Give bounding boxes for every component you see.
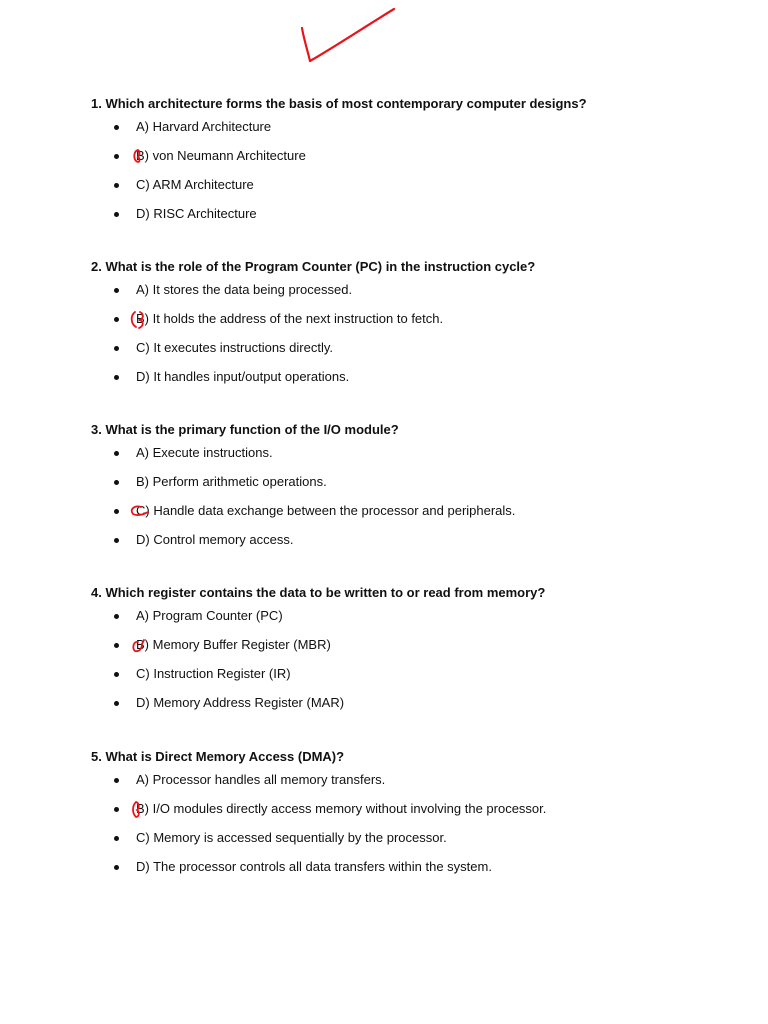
option-c <box>91 659 731 688</box>
option-d <box>91 199 731 228</box>
question-title: 4. Which register contains the data to be written to or read from memory? <box>91 585 546 600</box>
check-mark-icon <box>296 4 400 66</box>
bullet-icon <box>114 509 119 514</box>
option-b <box>91 141 731 170</box>
option-list <box>91 275 731 391</box>
bullet-icon <box>114 701 119 706</box>
option-label: D) RISC Architecture <box>136 206 257 221</box>
option-label: A) Harvard Architecture <box>136 119 272 134</box>
question-3 <box>91 422 731 554</box>
option-label: D) The processor controls all data transfers within the system. <box>136 859 492 874</box>
option-label: B) I/O modules directly access memory without involving the processor. <box>136 801 547 816</box>
bullet-icon <box>114 183 119 188</box>
option-label: C) ARM Architecture <box>136 177 254 192</box>
option-a <box>91 601 731 630</box>
question-title: 3. What is the primary function of the I/O module? <box>91 422 399 437</box>
option-a <box>91 438 731 467</box>
option-label: D) It handles input/output operations. <box>136 369 350 384</box>
option-label: B) Memory Buffer Register (MBR) <box>136 637 331 652</box>
option-d <box>91 362 731 391</box>
bullet-icon <box>114 538 119 543</box>
bullet-icon <box>114 643 119 648</box>
question-2 <box>91 259 731 391</box>
bullet-icon <box>114 807 119 812</box>
option-a <box>91 112 731 141</box>
option-label: B) Perform arithmetic operations. <box>136 474 327 489</box>
option-b <box>91 304 731 333</box>
option-label: C) It executes instructions directly. <box>136 340 333 355</box>
option-d <box>91 525 731 554</box>
option-b <box>91 630 731 659</box>
option-a <box>91 765 731 794</box>
bullet-icon <box>114 836 119 841</box>
option-list <box>91 765 731 881</box>
bullet-icon <box>114 672 119 677</box>
option-a <box>91 275 731 304</box>
option-label: B) von Neumann Architecture <box>136 148 306 163</box>
question-title: 1. Which architecture forms the basis of most contemporary computer designs? <box>91 96 587 111</box>
option-c <box>91 333 731 362</box>
option-label: C) Memory is accessed sequentially by the processor. <box>136 830 447 845</box>
option-c <box>91 496 731 525</box>
bullet-icon <box>114 346 119 351</box>
bullet-icon <box>114 480 119 485</box>
bullet-icon <box>114 614 119 619</box>
option-d <box>91 688 731 717</box>
option-label: A) Program Counter (PC) <box>136 608 283 623</box>
option-label: A) Processor handles all memory transfers. <box>136 772 386 787</box>
question-title: 2. What is the role of the Program Counter (PC) in the instruction cycle? <box>91 259 536 274</box>
option-label: A) It stores the data being processed. <box>136 282 353 297</box>
option-label: A) Execute instructions. <box>136 445 273 460</box>
question-4 <box>91 585 731 717</box>
question-5 <box>91 749 731 881</box>
bullet-icon <box>114 317 119 322</box>
option-label: C) Instruction Register (IR) <box>136 666 291 681</box>
option-c <box>91 823 731 852</box>
option-b <box>91 794 731 823</box>
bullet-icon <box>114 451 119 456</box>
bullet-icon <box>114 125 119 130</box>
bullet-icon <box>114 375 119 380</box>
option-label: C) Handle data exchange between the processor and peripherals. <box>136 503 516 518</box>
question-1 <box>91 96 731 228</box>
bullet-icon <box>114 865 119 870</box>
option-list <box>91 601 731 717</box>
option-d <box>91 852 731 881</box>
option-label: D) Control memory access. <box>136 532 294 547</box>
option-label: B) It holds the address of the next instruction to fetch. <box>136 311 444 326</box>
question-title: 5. What is Direct Memory Access (DMA)? <box>91 749 345 764</box>
option-list <box>91 438 731 554</box>
bullet-icon <box>114 288 119 293</box>
option-label: D) Memory Address Register (MAR) <box>136 695 345 710</box>
option-list <box>91 112 731 228</box>
option-c <box>91 170 731 199</box>
bullet-icon <box>114 778 119 783</box>
bullet-icon <box>114 154 119 159</box>
bullet-icon <box>114 212 119 217</box>
option-b <box>91 467 731 496</box>
